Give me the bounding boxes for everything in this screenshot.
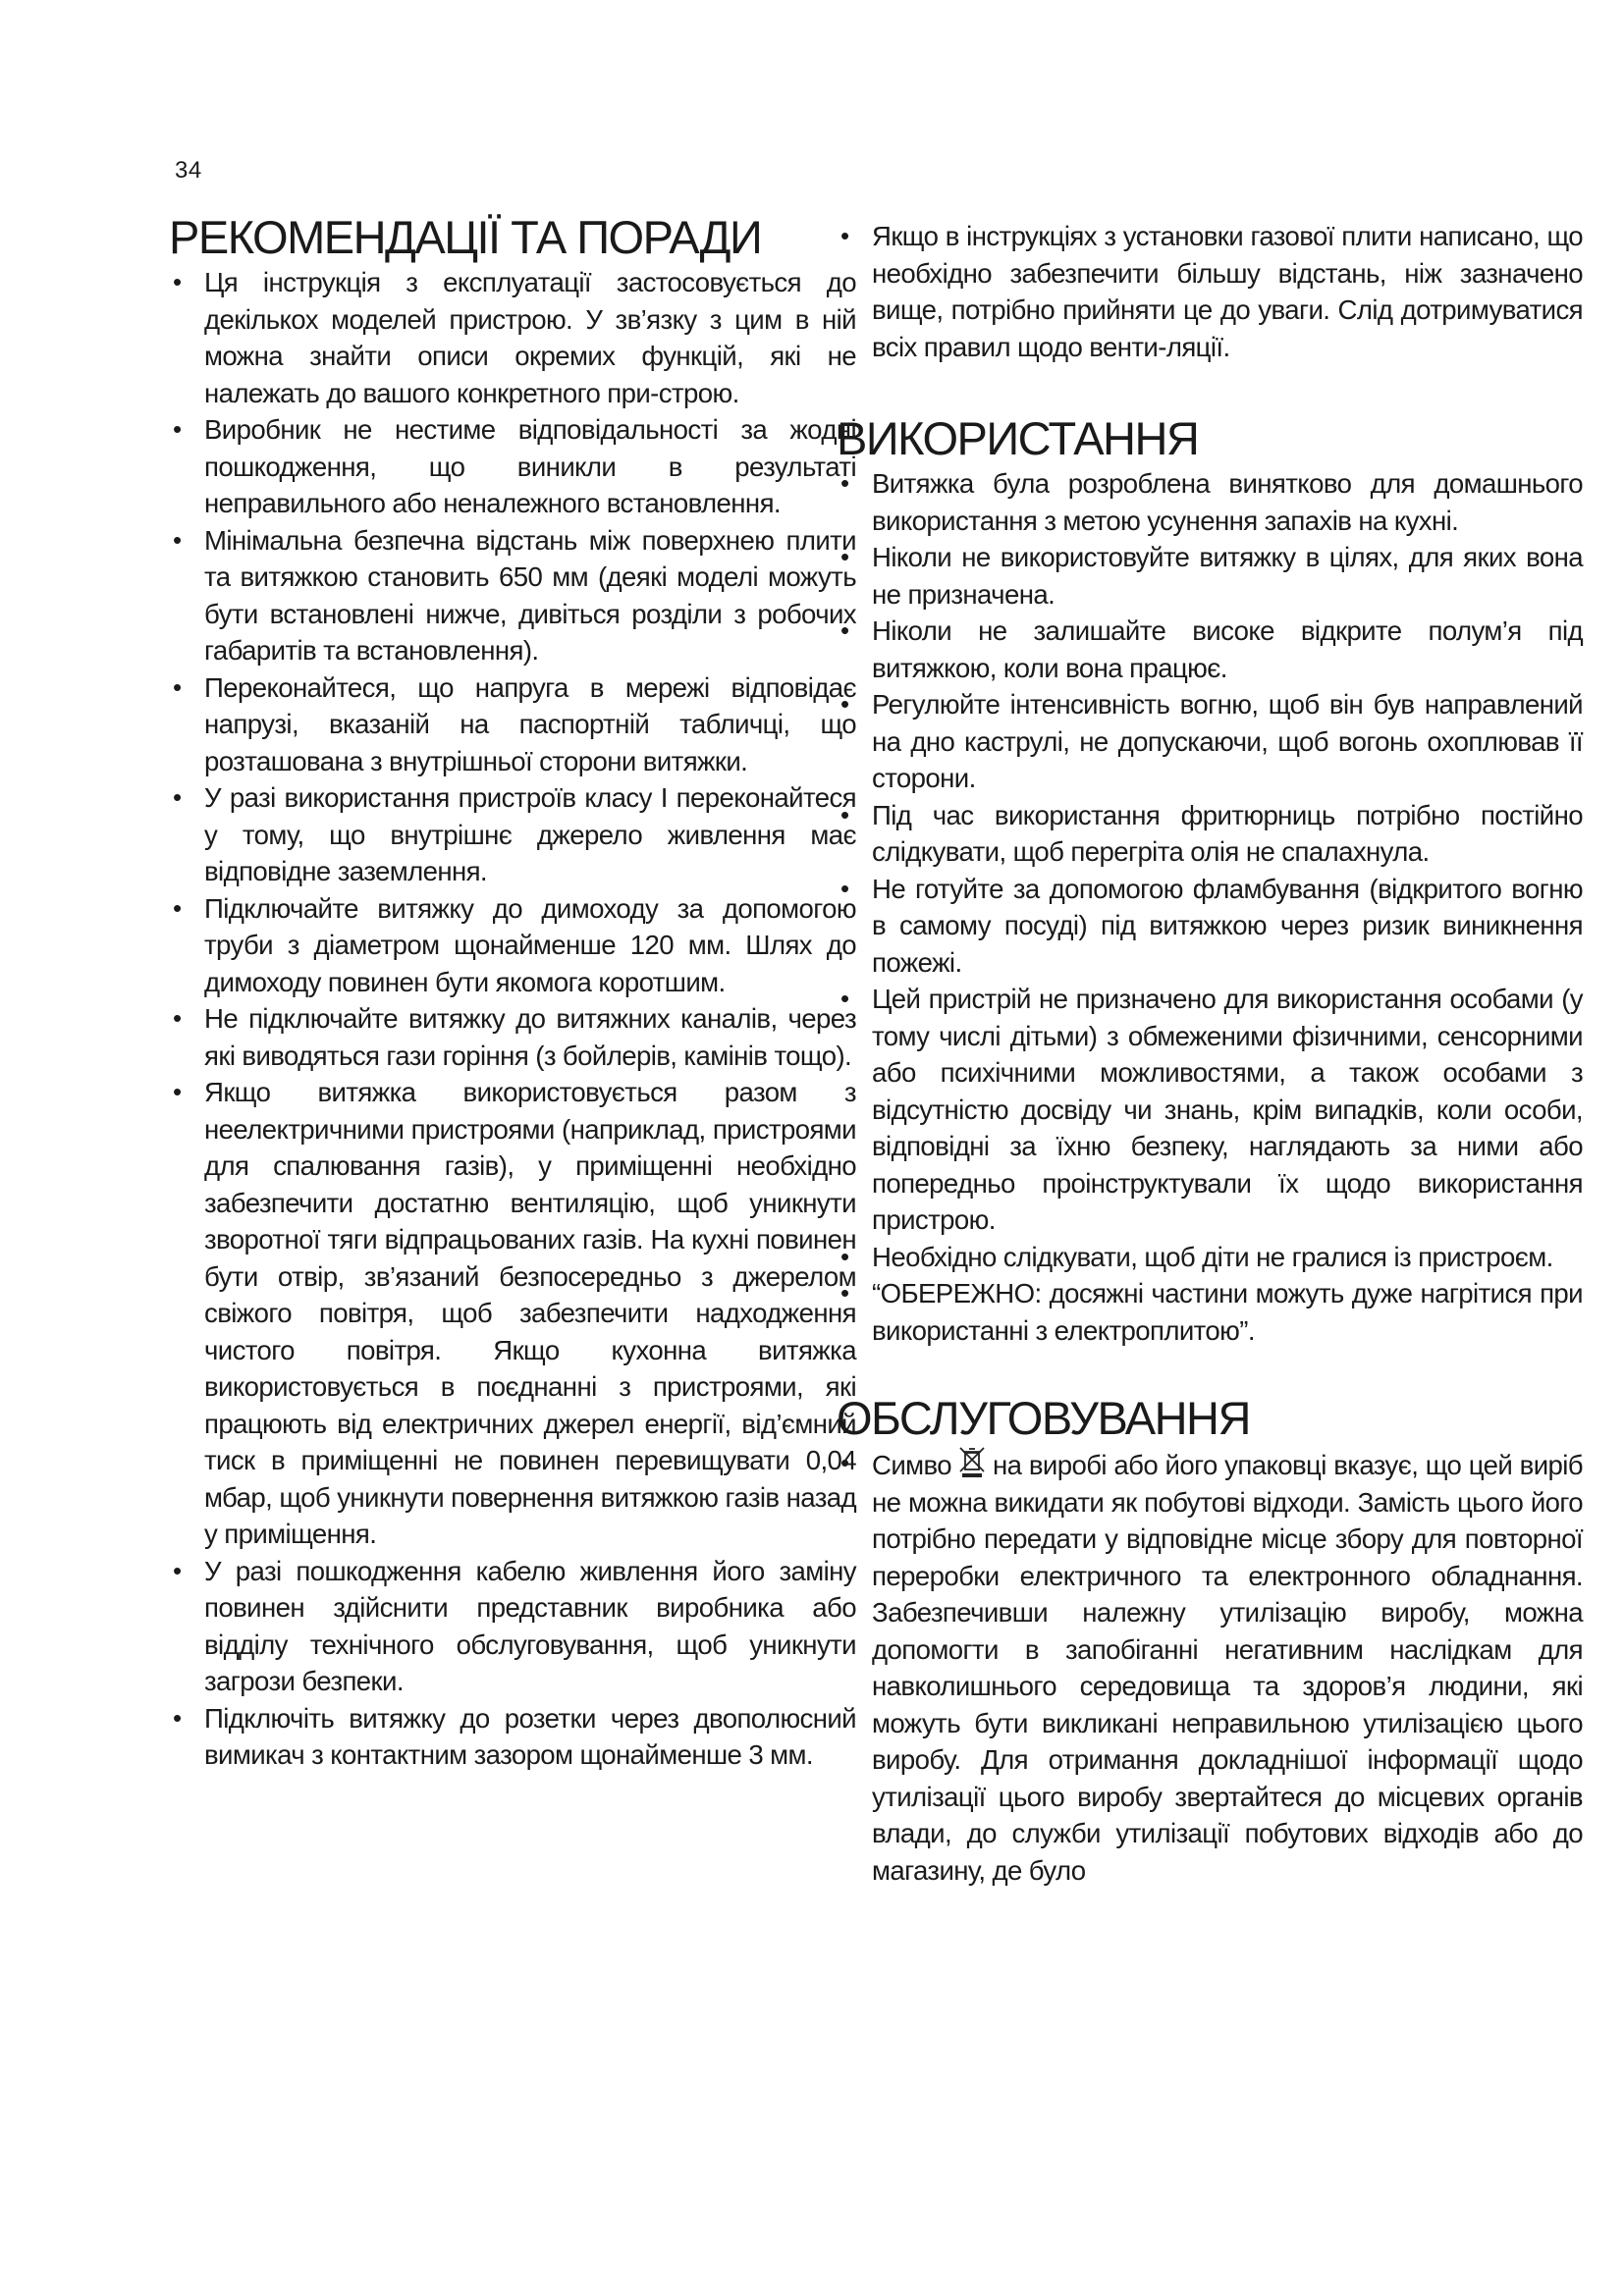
weee-crossed-bin-icon bbox=[957, 1445, 987, 1478]
list-item: • Не підключайте витяжку до витяжних каналів, через які виводяться гази горіння (з бойлерів, камінів тощо). bbox=[169, 1000, 856, 1074]
list-item: • Підключіть витяжку до розетки через двополюсний вимикач з контактним зазором щонайменше 3 мм. bbox=[169, 1700, 856, 1774]
list-item: • Ця інструкція з експлуатації застосовується до декількох моделей пристрою. У зв’язку з цим в ній можна знайти описи окремих функцій, які не належать до вашого конкретного при-строю. bbox=[169, 264, 856, 411]
page-number: 34 bbox=[175, 157, 202, 184]
recommendations-list bbox=[169, 264, 856, 1774]
list-item: • Ніколи не залишайте високе відкрите полум’я під витяжкою, коли вона працює. bbox=[837, 613, 1583, 686]
list-item bbox=[837, 1445, 1583, 1889]
usage-list bbox=[837, 465, 1583, 1349]
list-item: • Цей пристрій не призначено для використання особами (у тому числі дітьми) з обмеженими фізичними, сенсорними або психічними можливостями, а також особами з відсутністю досвіду чи знань, крім випадків, коли особи, відповідні за їхню безпеку, наглядають за ними або попередньо проінструктували їх щодо використання пристрою. bbox=[837, 981, 1583, 1239]
maintenance-list bbox=[837, 1445, 1583, 1889]
section-title-recommendations: РЕКОМЕНДАЦІЇ ТА ПОРАДИ bbox=[169, 211, 762, 263]
right-column bbox=[837, 0, 1583, 2296]
list-item: • Якщо в інструкціях з установки газової плити написано, що необхідно забезпечити більшу відстань, ніж зазначено вище, потрібно прийняти це до уваги. Слід дотримуватися всіх правил щодо венти-ляції. bbox=[837, 218, 1583, 365]
section-title-maintenance: ОБСЛУГОВУВАННЯ bbox=[837, 1392, 1250, 1444]
list-item: • Не готуйте за допомогою фламбування (відкритого вогню в самому посуді) під витяжкою через ризик виникнення пожежі. bbox=[837, 871, 1583, 982]
recommendations-continued-list bbox=[837, 218, 1583, 365]
list-item: • Мінімальна безпечна відстань між поверхнею плити та витяжкою становить 650 мм (деякі моделі можуть бути встановлені нижче, дивіться розділи з робочих габаритів та встановлення). bbox=[169, 522, 856, 669]
list-item: • У разі пошкодження кабелю живлення його заміну повинен здійснити представник виробника або відділу технічного обслуговування, щоб уникнути загрози безпеки. bbox=[169, 1553, 856, 1700]
list-item: • Виробник не нестиме відповідальності за жодні пошкодження, що виникли в результаті неправильного або неналежного встановлення. bbox=[169, 411, 856, 522]
list-item: • Необхідно слідкувати, щоб діти не гралися із пристроєм. bbox=[837, 1239, 1583, 1276]
list-item: • Якщо витяжка використовується разом з неелектричними пристроями (наприклад, пристроями для спалювання газів), у приміщенні необхідно забезпечити достатню вентиляцію, щоб уникнути зворотної тяги відпрацьованих газів. На кухні повинен бути отвір, зв’язаний безпосередньо з джерелом свіжого повітря, щоб забезпечити надходження чистого повітря. Якщо кухонна витяжка використовується в поєднанні з пристроями, які працюють від електричних джерел енергії, від’ємний тиск в приміщенні не повинен перевищувати 0,04 мбар, щоб уникнути повернення витяжкою газів назад у приміщення. bbox=[169, 1074, 856, 1553]
list-item: • Витяжка була розроблена винятково для домашнього використання з метою усунення запахів на кухні. bbox=[837, 465, 1583, 539]
list-item: • “ОБЕРЕЖНО: досяжні частини можуть дуже нагрітися при використанні з електроплитою”. bbox=[837, 1275, 1583, 1349]
list-item: • Ніколи не використовуйте витяжку в цілях, для яких вона не призначена. bbox=[837, 539, 1583, 613]
symbol-prefix: Симво bbox=[872, 1450, 952, 1480]
list-item: • Під час використання фритюрниць потрібно постійно слідкувати, щоб перегріта олія не спалахнула. bbox=[837, 797, 1583, 871]
list-item: • Регулюйте інтенсивність вогню, щоб він був направлений на дно каструлі, не допускаючи, щоб вогонь охоплював її сторони. bbox=[837, 686, 1583, 797]
maintenance-text: на виробі або його упаковці вказує, що цей виріб не можна викидати як побутові відходи. Замість цього його потрібно передати у відповідне місце збору для повторної переробки електричного та електронного обладнання. Забезпечивши належну утилізацію виробу, можна допомогти в запобіганні негативним наслідкам для навколишнього середовища та здоров’я людини, які можуть бути викликані неправильною утилізацією цього виробу. Для отримання докладнішої інформації щодо утилізації цього виробу звертайтеся до місцевих органів влади, до служби утилізації побутових відходів або до магазину, де було bbox=[872, 1450, 1583, 1886]
left-column bbox=[169, 0, 856, 2296]
section-title-usage: ВИКОРИСТАННЯ bbox=[837, 412, 1199, 464]
list-item: • Підключайте витяжку до димоходу за допомогою труби з діаметром щонайменше 120 мм. Шлях до димоходу повинен бути якомога коротшим. bbox=[169, 890, 856, 1001]
list-item: • У разі використання пристроїв класу I переконайтеся у тому, що внутрішнє джерело живлення має відповідне заземлення. bbox=[169, 779, 856, 890]
list-item: • Переконайтеся, що напруга в мережі відповідає напрузі, вказаній на паспортній табличці, що розташована з внутрішньої сторони витяжки. bbox=[169, 669, 856, 780]
